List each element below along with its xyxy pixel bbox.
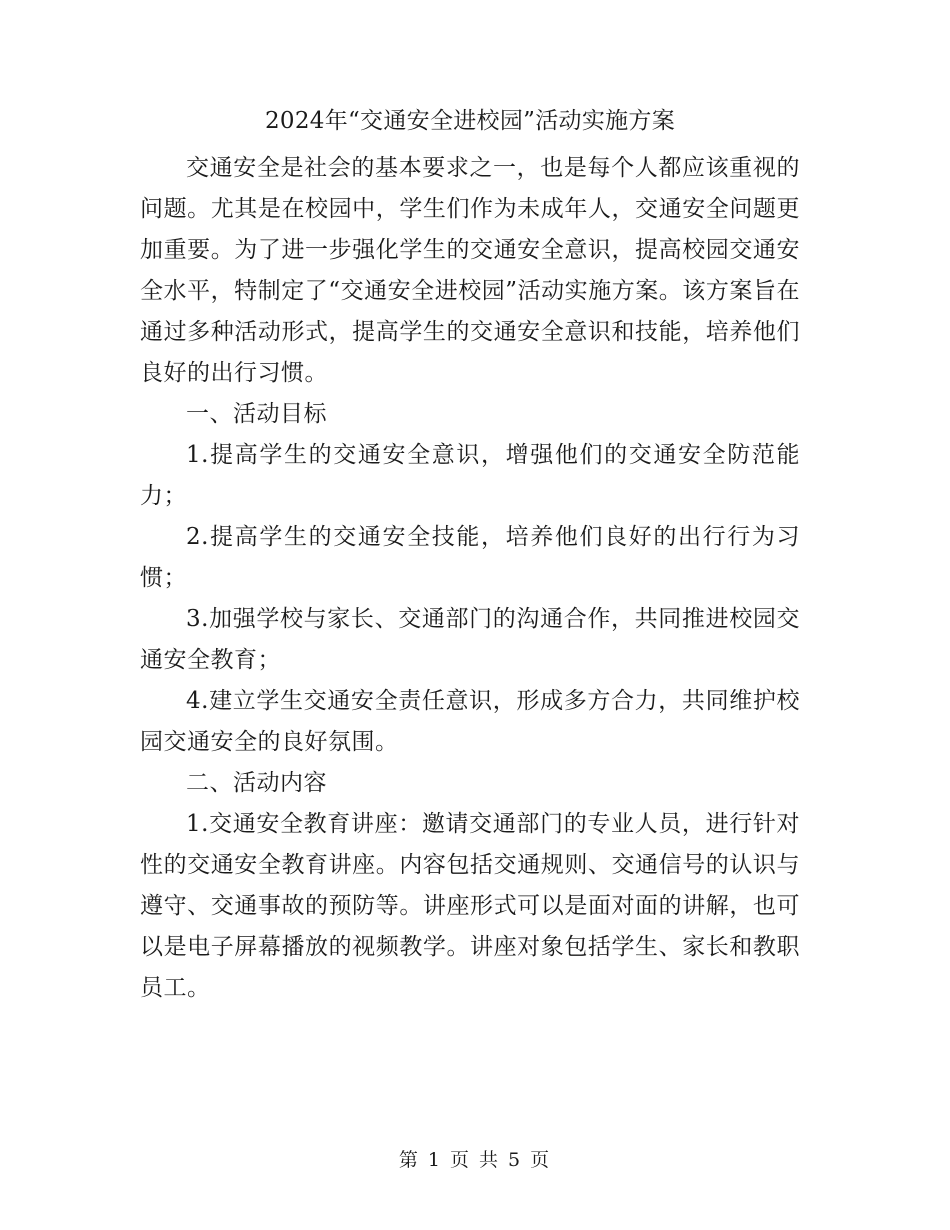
goal-item: 3.加强学校与家长、交通部门的沟通合作，共同推进校园交通安全教育；	[140, 606, 800, 673]
goal-item: 2.提高学生的交通安全技能，培养他们良好的出行行为习惯；	[140, 524, 800, 591]
page-footer: 第 1 页 共 5 页	[398, 1149, 552, 1171]
intro-paragraph: 交通安全是社会的基本要求之一，也是每个人都应该重视的问题。尤其是在校园中，学生们作为未成年人，交通安全问题更加重要。为了进一步强化学生的交通安全意识，提高校园交通安全水平，特制定了“交通安全进校园”活动实施方案。该方案旨在通过多种活动形式，提高学生的交通安全意识和技能，培养他们良好的出行习惯。	[140, 155, 800, 386]
content-item: 1.交通安全教育讲座：邀请交通部门的专业人员，进行针对性的交通安全教育讲座。内容包括交通规则、交通信号的认识与遵守、交通事故的预防等。讲座形式可以是面对面的讲解，也可以是电子屏幕播放的视频教学。讲座对象包括学生、家长和教职员工。	[140, 811, 800, 1001]
section-heading-content: 二、活动内容	[186, 770, 327, 796]
document-body	[140, 100, 800, 1009]
document-title: 2024年“交通安全进校园”活动实施方案	[264, 108, 676, 134]
goal-item: 1.提高学生的交通安全意识，增强他们的交通安全防范能力；	[140, 442, 800, 509]
goal-item: 4.建立学生交通安全责任意识，形成多方合力，共同维护校园交通安全的良好氛围。	[140, 688, 800, 755]
section-heading-goals: 一、活动目标	[186, 401, 327, 427]
